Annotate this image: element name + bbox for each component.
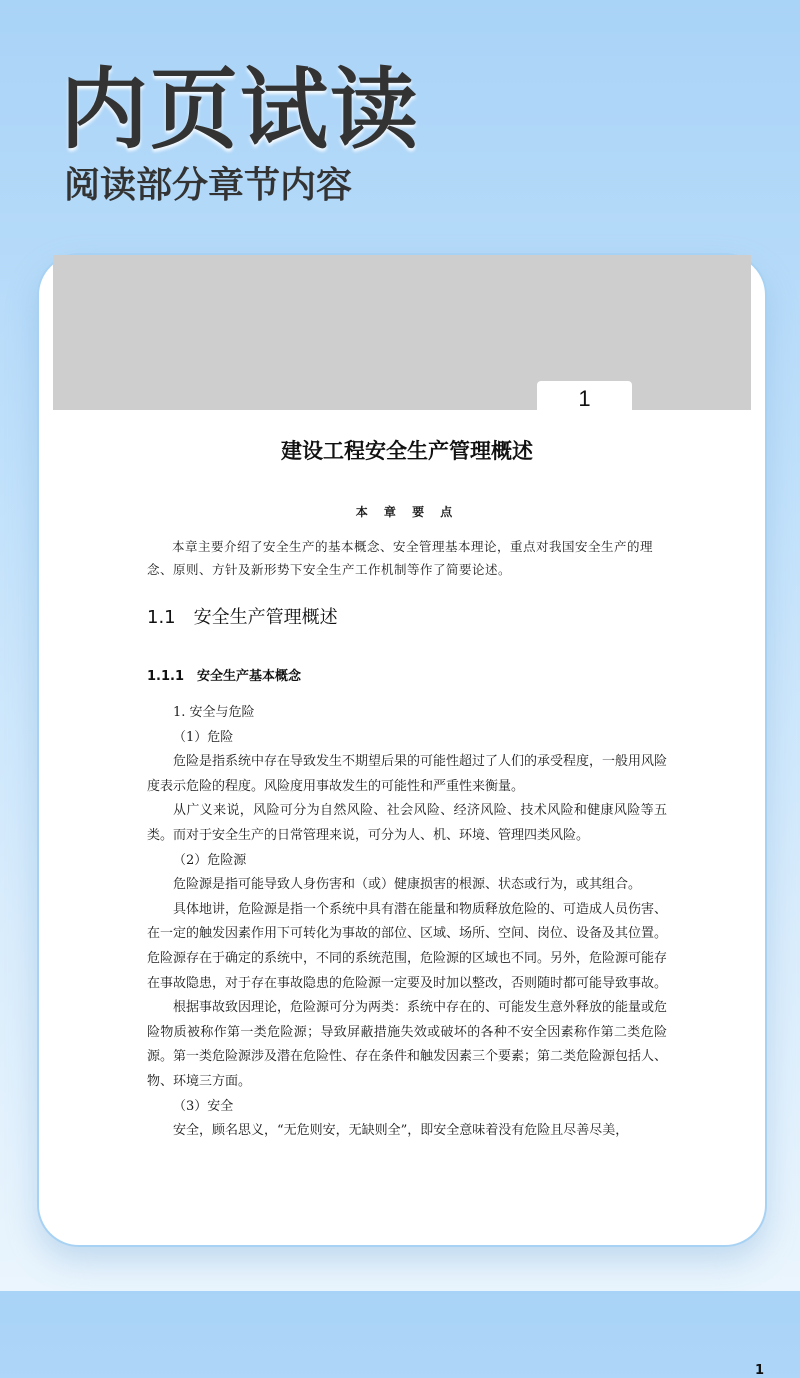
chapter-header-band	[53, 255, 751, 410]
chapter-number: 1	[537, 381, 632, 415]
section-heading: 1.1 安全生产管理概述	[147, 607, 338, 628]
paragraph: 危险是指系统中存在导致发生不期望后果的可能性超过了人们的承受程度，一般用风险度表示危险的程度。风险度用事故发生的可能性和严重性来衡量。	[147, 754, 668, 794]
banner-title: 内页试读	[60, 58, 421, 161]
banner-subtitle: 阅读部分章节内容	[64, 165, 353, 206]
paragraph: 安全，顾名思义，“无危则安，无缺则全”，即安全意味着没有危险且尽善尽美，	[173, 1123, 629, 1139]
chapter-title: 建设工程安全生产管理概述	[281, 438, 533, 463]
body-text	[147, 701, 667, 1144]
paragraph: 从广义来说，风险可分为自然风险、社会风险、经济风险、技术风险和健康风险等五类。而对于安全生产的日常管理来说，可分为人、机、环境、管理四类风险。	[147, 803, 667, 843]
paragraph: 根据事故致因理论，危险源可分为两类：系统中存在的、可能发生意外释放的能量或危险物质被称作第一类危险源；导致屏蔽措施失效或破坏的各种不安全因素称作第二类危险源。第一类危险源涉及潜在危险性、存在条件和触发因素三个要素；第二类危险源包括人、物、环境三方面。	[147, 1000, 668, 1089]
paragraph: 1. 安全与危险	[173, 705, 255, 720]
subsection-heading: 1.1.1 安全生产基本概念	[147, 669, 302, 684]
page-number: 1	[755, 1363, 765, 1378]
chapter-summary: 本章主要介绍了安全生产的基本概念、安全管理基本理论，重点对我国安全生产的理念、原则、方针及新形势下安全生产工作机制等作了简要论述。	[147, 539, 654, 577]
page-preview-card	[37, 253, 767, 1378]
paragraph: （2）危险源	[173, 852, 247, 868]
paragraph: 具体地讲，危险源是指一个系统中具有潜在能量和物质释放危险的、可造成人员伤害、在一定的触发因素作用下可转化为事故的部位、区域、场所、空间、岗位、设备及其位置。危险源存在于确定的系统中，不同的系统范围，危险源的区域也不同。另外，危险源可能存在事故隐患，对于存在事故隐患的危险源一定要及时加以整改，否则随时都可能导致事故。	[147, 901, 668, 991]
paragraph: （1）危险	[173, 729, 234, 745]
paragraph: （3）安全	[173, 1098, 234, 1114]
paragraph: 危险源是指可能导致人身伤害和（或）健康损害的根源、状态或行为，或其组合。	[173, 877, 642, 893]
summary-heading: 本 章 要 点	[355, 505, 459, 519]
